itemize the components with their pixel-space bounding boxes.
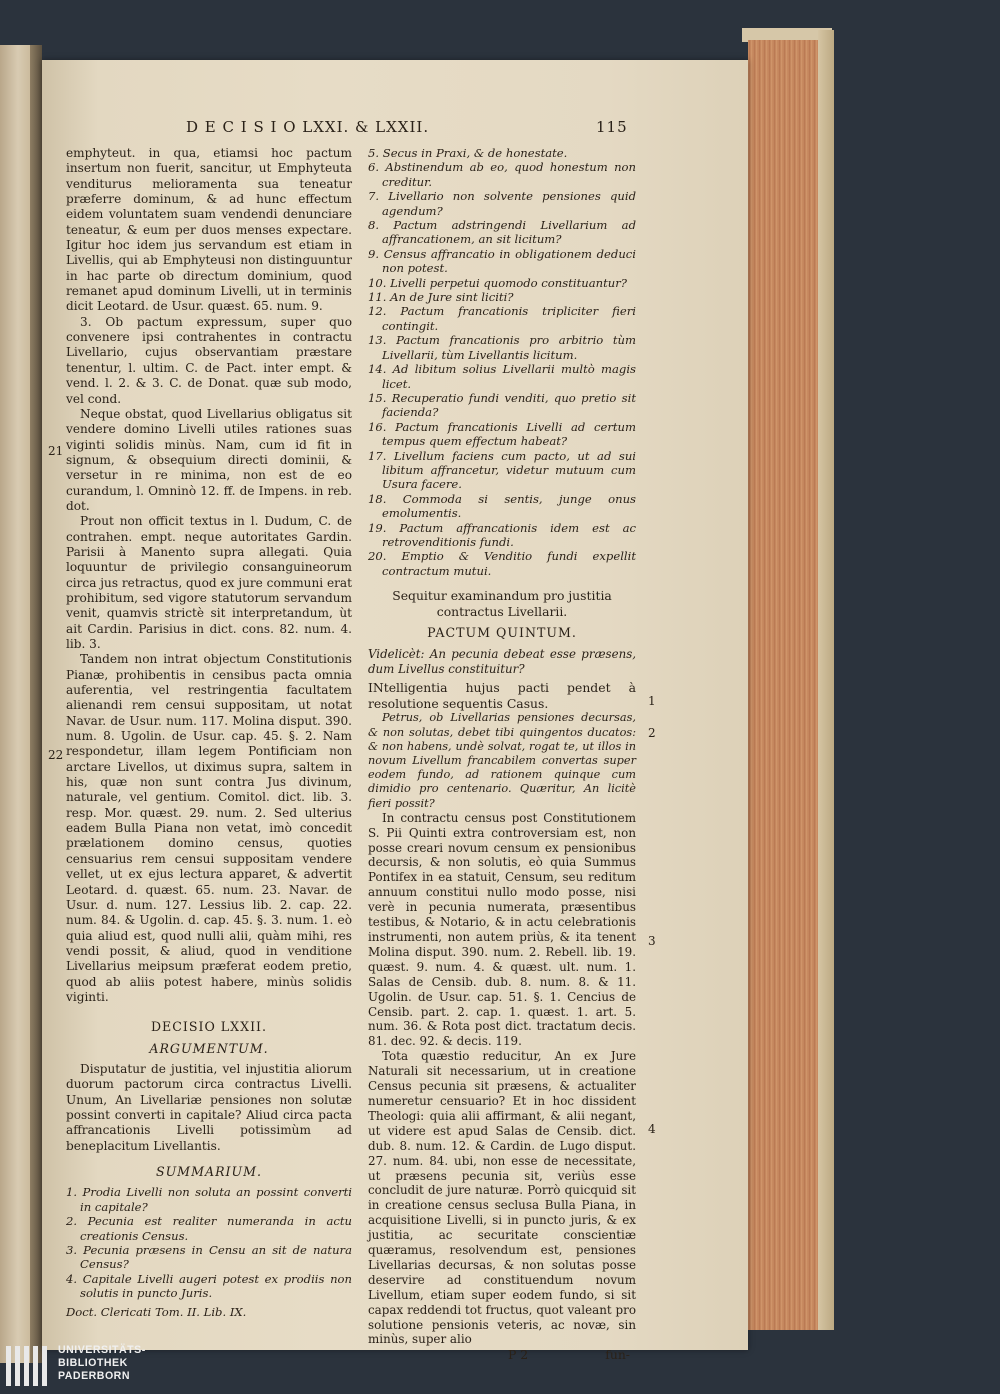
signature-mark: P 2 <box>508 1347 529 1363</box>
catchword: fun- <box>605 1347 630 1363</box>
left-paragraph: Neque obstat, quod Livellarius obligatus sit vendere domino Livelli utiles rationes suas viginti solidis minùs. Nam, cum id fit in signum, & obsequium directi dominii, & versetur in re minima, non est de eo curandum, l. Omninò 12. ff. de Impens. in reb. dot. <box>66 406 352 513</box>
margin-number: 2 <box>648 726 656 740</box>
sequitur-text: Sequitur examinandum pro justitia contractus Livellarii. <box>392 588 612 619</box>
casus-text: Petrus, ob Livellarias pensiones decursas, & non solutas, debet tibi quingentos ducatos: & non habens, undè solvat, rogat te, ut illos in novum Livellum francabilem convertas super eodem fundo, ad rationem quinque cum dimidio pro centenario. Quæritur, An licitè fieri possit? <box>368 711 636 810</box>
summary-item: 1. Prodia Livelli non soluta an possint converti in capitale? <box>66 1185 352 1214</box>
summary-item: 4. Capitale Livelli augeri potest ex prodiis non solutis in puncto Juris. <box>66 1271 352 1301</box>
right-paragraph: Tota quæstio reducitur, An ex Jure Naturali sit necessarium, ut in creatione Census pecunia sit præsens, & actualiter numeretur censuario? Et in hoc dissident Theologi: quia alii affirmant, & alii negant, ut videre est apud Salas de Censib. dict. dub. 8. num. 12. & Cardin. de Lugo disput. 27. num. 84. ubi, non esse de necessitate, ut præsens pecunia sit, veriùs esse concludit de jure naturæ. Porrò quicquid sit in creatione census seclusa Bulla Piana, in acquisitione Livelli, si in puncto juris, & ex justitia, ac securitate conscientiæ quæramus, resolvendum est, pensiones Livellarias decursas, & non solutas posse deservire ad constituendum novum Livellum, etiam super eodem fundo, si sit capax reddendi tot fructus, quot valeant pro solutione pensionis veteris, ac novæ, sin minùs, super alio <box>368 1049 636 1347</box>
pactum-heading: PACTUM QUINTUM. <box>427 625 577 641</box>
library-line: UNIVERSITÄTS- <box>58 1344 146 1356</box>
summary-item: 18. Commoda si sentis, junge onus emolumentis. <box>368 491 636 521</box>
summary-item: 5. Secus in Praxi, & de honestate. <box>368 146 568 160</box>
page-footer <box>368 1347 636 1363</box>
left-paragraph: emphyteut. in qua, etiamsi hoc pactum insertum non fuerit, sancitur, ut Emphyteuta venditurus melioramenta sua teneatur præferre dominum, & ad hunc effectum eidem voluntatem suam vendendi denunciare teneatur, & eum per duos menses expectare. Igitur hoc idem jus servandum est etiam in Livellis, qui ab Emphyteusi non distinguuntur in hac parte ob directum dominium, quod remanet apud dominum Livelli, ut in terminis dicit Leotard. de Usur. quæst. 65. num. 9. <box>66 146 352 314</box>
left-paragraph: 3. Ob pactum expressum, super quo convenere ipsi contrahentes in contractu Livellario, cujus observantiam præstare tenentur, l. ultim. C. de Pact. inter empt. & vend. l. 2. & 3. C. de Donat. quæ sub modo, vel cond. <box>66 314 352 406</box>
summarium-heading: SUMMARIUM. <box>155 1164 263 1179</box>
argumentum-text: Disputatur de justitia, vel injustitia aliorum duorum pactorum circa contractus Livelli. Unum, An Livellariæ pensiones non solutæ possint converti in capitale? Aliud circa pacta affrancationis Livelli potissimùm ad beneplacitum Livellantis. <box>66 1061 352 1153</box>
summary-item: 15. Recuperatio fundi venditi, quo pretio sit facienda? <box>368 390 636 420</box>
summary-item: 17. Livellum faciens cum pacto, ut ad sui libitum affrancetur, videtur mutuum cum Usura facere. <box>368 448 636 492</box>
summary-item: 20. Emptio & Venditio fundi expellit contractum mutui. <box>368 549 636 578</box>
summary-item: 3. Pecunia præsens in Censu an sit de natura Census? <box>66 1242 352 1272</box>
summary-item: 10. Livelli perpetui quomodo constituantur? <box>368 275 627 290</box>
margin-number: 22 <box>48 748 64 762</box>
library-logo-icon <box>6 1346 50 1386</box>
margin-number: 3 <box>648 934 656 948</box>
library-name <box>58 1344 146 1383</box>
summary-item: 16. Pactum francationis Livelli ad certum tempus quem effectum habeat? <box>368 419 636 449</box>
summary-item: 14. Ad libitum solius Livellarii multò magis licet. <box>368 362 636 391</box>
right-paragraph: In contractu census post Constitutionem S. Pii Quinti extra controversiam est, non posse creari novum censum ex pensionibus decursis, & non solutis, eò quia Summus Pontifex in ea statuit, Censum, seu reditum annuum constitui nullo modo posse, nisi verè in pecunia numerata, præsentibus testibus, & Notario, & in actu celebrationis instrumenti, non autem priùs, & ita tenent Molina disput. 390. num. 2. Rebell. lib. 19. quæst. 9. num. 4. & quæst. ult. num. 1. Salas de Censib. dub. 8. num. 8. & 11. Ugolin. de Usur. cap. 51. §. 1. Cencius de Censib. part. 2. cap. 1. quæst. 1. art. 5. num. 36. & Rota post dict. tractatum decis. 81. dec. 92. & decis. 119. <box>368 810 636 1049</box>
running-title: D E C I S I O LXXI. & LXXII. <box>186 118 430 136</box>
videlicet-text: Videlicèt: An pecunia debeat esse præsens, dum Livellus constituitur? <box>368 646 636 676</box>
footer-note: Doct. Clericati Tom. II. Lib. IX. <box>66 1304 247 1319</box>
decisio-title: DECISIO LXXII. <box>150 1019 268 1035</box>
page-number: 115 <box>596 118 628 136</box>
margin-number: 1 <box>648 694 656 708</box>
summary-item: 11. An de Jure sint liciti? <box>368 290 514 305</box>
intelligentia-text: INtelligentia hujus pacti pendet à resolutione sequentis Casus. <box>368 680 636 711</box>
summary-item: 12. Pactum francationis tripliciter fieri contingit. <box>368 304 636 333</box>
left-paragraph: Prout non officit textus in l. Dudum, C. de contrahen. empt. neque autoritates Gardin. Parisii à Manento supra allegati. Quia loquuntur de privilegio consanguineorum circa jus retractus, quod ex jure communi erat prohibitum, sed vigore statutorum servandum venit, quamvis strictè sit interpretandum, ùt ait Cardin. Parisius in dict. cons. 82. num. 4. lib. 3. <box>66 514 352 651</box>
summary-item: 6. Abstinendum ab eo, quod honestum non creditur. <box>368 160 636 189</box>
summarium-list-left <box>66 1185 352 1300</box>
argumentum-heading: ARGUMENTUM. <box>149 1040 269 1056</box>
margin-number: 4 <box>648 1122 656 1136</box>
summary-item: 8. Pactum adstringendi Livellarium ad affrancationem, an sit licitum? <box>368 218 636 247</box>
summary-item: 13. Pactum francationis pro arbitrio tùm Livellarii, tùm Livellantis licitum. <box>368 333 636 362</box>
library-line: PADERBORN <box>58 1370 130 1382</box>
summarium-list-right <box>368 146 636 578</box>
right-column <box>368 146 636 1363</box>
book-board <box>818 30 834 1330</box>
summary-item: 9. Census affrancatio in obligationem deduci non potest. <box>368 246 636 276</box>
margin-number: 21 <box>48 444 64 458</box>
left-page-edge <box>0 45 30 1363</box>
page-edges-red <box>748 40 818 1330</box>
summary-item: 19. Pactum affrancationis idem est ac retrovenditionis fundi. <box>368 520 636 549</box>
left-paragraph: Tandem non intrat objectum Constitutionis Pianæ, prohibentis in censibus pacta omnia auferentia, vel restringentia facultatem alienandi rem censui suppositam, ut notat Navar. de Usur. num. 117. Molina disput. 390. num. 8. Ugolin. de Usur. cap. 45. §. 2. Nam respondetur, illam legem Pontificiam non arctare Livellos, ut diximus supra, saltem in his, quæ non sunt contra Jus divinum, naturale, vel gentium. Comitol. dict. lib. 3. resp. Mor. quæst. 29. num. 2. Sed ulterius eadem Bulla Piana non vetat, imò concedit prælationem domino census, quoties censuarius rem censui suppositam vendere vellet, ut ex ejus lectura apparet, & advertit Leotard. d. quæst. 65. num. 23. Navar. de Usur. d. num. 127. Lessius lib. 2. cap. 22. num. 84. & Ugolin. d. cap. 45. §. 3. num. 1. eò quia aliud est, quod nulli alii, quàm mihi, res vendi possit, & aliud, quod in venditione Livellarius meipsum præferat eodem pretio, quod ab aliis potest habere, minùs solidis viginti. <box>66 652 352 1004</box>
library-line: BIBLIOTHEK <box>58 1357 128 1369</box>
summary-item: 7. Livellario non solvente pensiones quid agendum? <box>368 189 636 218</box>
library-logo <box>6 1342 156 1390</box>
book-gutter <box>30 45 42 1363</box>
summary-item: 2. Pecunia est realiter numeranda in actu creationis Census. <box>66 1214 352 1243</box>
left-column <box>66 146 352 1320</box>
